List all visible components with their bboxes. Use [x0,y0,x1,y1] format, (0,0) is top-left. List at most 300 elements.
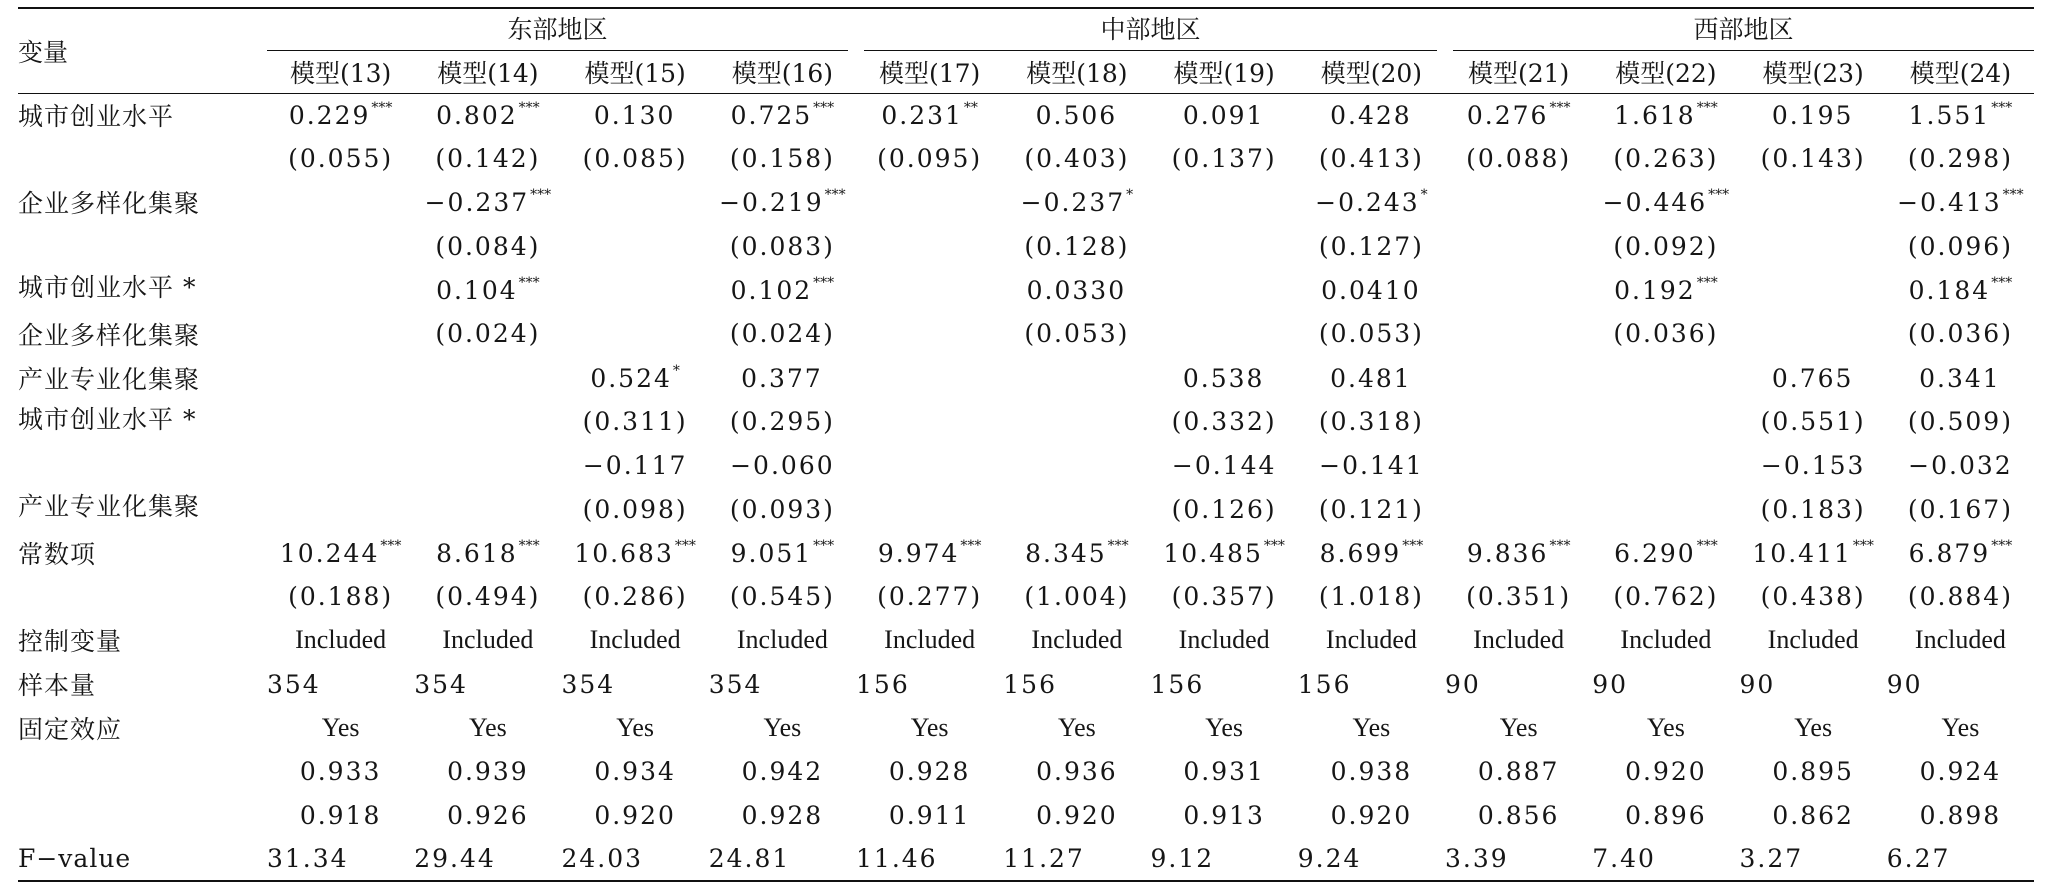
table-cell [1298,662,1445,706]
cell-value: Yes [1941,713,1980,743]
cell-value: −0.032 [1908,450,2013,480]
table-cell [414,93,561,137]
cell-value: 0.0410 [1321,276,1421,306]
row-label: 控制变量 [18,627,123,657]
table-cell [1298,137,1445,181]
cell-value: 0.936 [1036,757,1118,787]
table-cell [856,443,1003,487]
table-cell [267,706,414,750]
cell-value: 0.192 [1614,276,1696,306]
cell-value: 0.942 [741,757,824,787]
significance-stars: *** [2002,187,2024,204]
model-header-23: 模型(23) [1762,59,1864,89]
cell-value: (0.438) [1760,582,1866,612]
table-cell [1151,137,1298,181]
table-cell [1592,181,1739,225]
table-cell [1003,619,1150,663]
cell-value: 0.104 [436,276,518,306]
cell-value: 0.920 [594,801,676,831]
table-row [18,356,2034,400]
table-cell [562,93,709,137]
cell-value: 156 [856,669,910,699]
table-cell [856,487,1003,531]
row-label: 企业多样化集聚 [18,320,201,350]
table-cell [709,224,856,268]
table-cell [1298,356,1445,400]
table-cell [1887,575,2034,619]
cell-value: (0.036) [1613,319,1719,349]
cell-value: (0.545) [729,582,835,612]
cell-value: (0.158) [729,144,835,174]
cell-value: 8.699 [1319,538,1402,568]
table-cell [414,137,561,181]
cell-value: 6.879 [1908,538,1991,568]
table-cell [562,443,709,487]
cell-value: Included [295,625,387,655]
cell-value: 0.229 [288,101,371,131]
cell-value: (0.088) [1466,144,1572,174]
table-cell [709,531,856,575]
cell-value: 0.862 [1772,801,1854,831]
table-row [18,400,2034,444]
cell-value: −0.141 [1319,450,1424,480]
table-cell [709,750,856,794]
significance-stars: *** [1263,537,1285,554]
group-label-east: 东部地区 [267,10,848,51]
table-cell [709,619,856,663]
table-cell [1003,443,1150,487]
significance-stars: *** [960,537,982,554]
table-cell [414,400,561,444]
table-cell [1740,137,1887,181]
table-cell [1151,531,1298,575]
table-cell [562,750,709,794]
table-cell [562,838,709,882]
table-cell [267,224,414,268]
significance-stars: *** [530,187,552,204]
significance-stars: ** [963,100,978,117]
cell-value: (0.085) [582,144,688,174]
table-cell [1003,224,1150,268]
model-header-15: 模型(15) [584,59,686,89]
cell-value: 0.102 [730,276,813,306]
table-cell [562,312,709,356]
table-cell [856,224,1003,268]
cell-value: 0.913 [1183,801,1265,831]
table-row [18,838,2034,882]
significance-stars: *** [1107,537,1129,554]
table-cell [1887,706,2034,750]
significance-stars: *** [1991,100,2013,117]
table-cell [1298,619,1445,663]
table-cell [1445,400,1592,444]
table-cell [562,268,709,312]
cell-value: (0.188) [288,582,394,612]
cell-value: 11.27 [1003,844,1085,874]
table-row [18,181,2034,225]
table-cell [709,93,856,137]
model-header-22: 模型(22) [1615,59,1717,89]
cell-value: Included [442,625,534,655]
significance-stars: * [1126,187,1134,204]
cell-value: Included [1767,625,1859,655]
cell-value: 0.195 [1771,101,1854,131]
cell-value: (0.143) [1760,144,1866,174]
table-cell [1445,268,1592,312]
cell-value: 0.0330 [1026,276,1127,306]
cell-value: 0.911 [888,801,971,831]
cell-value: Included [1473,625,1565,655]
cell-value: 90 [1592,669,1629,699]
cell-value: 0.341 [1919,363,2001,393]
table-cell [414,531,561,575]
cell-value: Included [736,625,828,655]
table-cell [1740,312,1887,356]
table-cell [1445,662,1592,706]
cell-value: Yes [910,713,949,743]
cell-value: 0.895 [1772,757,1854,787]
significance-stars: *** [1549,537,1571,554]
table-cell [709,794,856,838]
cell-value: 90 [1445,669,1481,699]
table-cell [1298,181,1445,225]
table-cell [1887,312,2034,356]
table-cell [1887,794,2034,838]
cell-value: 9.12 [1150,844,1215,874]
table-cell [414,750,561,794]
row-label [18,794,267,838]
table-cell [1887,838,2034,882]
table-cell [414,181,561,225]
table-cell [562,400,709,444]
cell-value: (0.083) [729,231,835,261]
significance-stars: *** [518,100,540,117]
table-cell [1592,268,1739,312]
cell-value: Included [589,625,681,655]
table-cell [1887,181,2034,225]
table-cell [1887,137,2034,181]
significance-stars: *** [674,537,696,554]
model-header-14: 模型(14) [437,59,539,89]
cell-value: 24.03 [561,844,644,874]
table-row [18,794,2034,838]
table-cell [1592,619,1739,663]
table-cell [1298,312,1445,356]
table-cell [1445,137,1592,181]
table-cell [1592,750,1739,794]
table-row [18,443,2034,487]
cell-value: 3.27 [1739,844,1804,874]
cell-value: 10.411 [1752,538,1852,568]
significance-stars: *** [1696,275,1718,292]
cell-value: 8.345 [1025,538,1107,568]
table-cell [267,443,414,487]
table-cell [562,181,709,225]
significance-stars: *** [380,537,402,554]
cell-value: (0.332) [1171,406,1277,436]
cell-value: 6.290 [1614,538,1696,568]
table-cell [709,662,856,706]
table-cell [562,137,709,181]
table-cell [267,531,414,575]
cell-value: (0.036) [1907,319,2013,349]
cell-value: −0.117 [582,450,688,480]
table-cell [1003,794,1150,838]
table-cell [1887,93,2034,137]
table-cell [1740,619,1887,663]
cell-value: 354 [708,669,763,699]
table-cell [1151,619,1298,663]
table-cell [1740,181,1887,225]
significance-stars: *** [371,100,393,117]
model-header-13: 模型(13) [289,59,392,89]
model-header-row [18,52,2034,93]
cell-value: 354 [414,669,468,699]
table-cell [1887,487,2034,531]
table-cell [1740,443,1887,487]
table-row [18,93,2034,137]
cell-value: (1.018) [1318,582,1424,612]
table-body [18,93,2034,881]
table-cell [709,443,856,487]
row-label [18,575,267,619]
cell-value: (0.351) [1466,582,1572,612]
cell-value: 0.276 [1466,101,1549,131]
table-cell [414,356,561,400]
table-cell [1298,443,1445,487]
row-label: 产业专业化集聚 [18,364,201,394]
table-cell [267,575,414,619]
cell-value: (0.024) [729,319,835,349]
cell-value: (0.509) [1907,406,2013,436]
cell-value: Yes [1205,713,1244,743]
table-cell [1151,93,1298,137]
cell-value: (0.762) [1613,582,1719,612]
table-cell [1887,750,2034,794]
table-cell [562,706,709,750]
significance-stars: *** [518,275,540,292]
table-cell [1151,181,1298,225]
table-cell [414,443,561,487]
table-cell [1298,224,1445,268]
significance-stars: *** [1402,537,1424,554]
table-cell [267,838,414,882]
cell-value: Yes [1499,713,1538,743]
cell-value: (0.167) [1907,494,2013,524]
table-cell [709,181,856,225]
table-cell [1592,137,1739,181]
cell-value: (0.055) [288,144,394,174]
table-row [18,575,2034,619]
table-cell [1003,487,1150,531]
cell-value: 9.051 [730,538,813,568]
cell-value: 156 [1150,669,1205,699]
cell-value: (0.183) [1760,494,1866,524]
cell-value: (0.318) [1318,406,1424,436]
table-cell [856,794,1003,838]
table-cell [856,531,1003,575]
table-cell [414,268,561,312]
cell-value: (0.494) [435,582,541,612]
table-cell [1740,750,1887,794]
table-cell [1298,531,1445,575]
table-cell [1740,356,1887,400]
table-cell [414,575,561,619]
group-header-west [1445,8,2034,52]
table-cell [1445,838,1592,882]
row-label: 固定效应 [18,715,123,745]
table-cell [1592,356,1739,400]
significance-stars: * [1420,187,1428,204]
model-header-16: 模型(16) [731,59,834,89]
significance-stars: *** [824,187,846,204]
cell-value: −0.243 [1315,188,1420,218]
cell-value: 0.931 [1183,757,1265,787]
table-cell [1445,181,1592,225]
table-cell [1740,794,1887,838]
table-cell [562,794,709,838]
cell-value: 0.928 [888,757,971,787]
group-label-west: 西部地区 [1453,10,2034,51]
table-cell [709,838,856,882]
table-cell [1592,794,1739,838]
table-cell [1740,93,1887,137]
table-cell [1887,662,2034,706]
cell-value: Yes [321,713,360,743]
table-cell [1592,662,1739,706]
table-cell [856,181,1003,225]
table-cell [1298,93,1445,137]
table-cell [414,794,561,838]
table-cell [267,137,414,181]
significance-stars: *** [518,537,540,554]
table-cell [1740,838,1887,882]
cell-value: 0.934 [594,757,676,787]
table-row [18,619,2034,663]
model-header-17: 模型(17) [878,59,981,89]
table-cell [562,531,709,575]
cell-value: Included [1178,625,1270,655]
table-row [18,750,2034,794]
cell-value: 0.802 [436,101,518,131]
table-cell [1445,224,1592,268]
table-cell [856,662,1003,706]
table-cell [1298,794,1445,838]
row-label [18,750,267,794]
cell-value: Yes [616,713,655,743]
table-cell [267,93,414,137]
group-label-central: 中部地区 [864,10,1437,51]
table-cell [1298,400,1445,444]
table-cell [1151,750,1298,794]
cell-value: (0.053) [1318,319,1424,349]
cell-value: 156 [1003,669,1057,699]
table-cell [1592,487,1739,531]
table-cell [1003,312,1150,356]
table-cell [1298,268,1445,312]
table-cell [267,400,414,444]
table-cell [1740,268,1887,312]
group-header-east [267,8,856,52]
significance-stars: *** [1991,275,2013,292]
table-cell [1003,531,1150,575]
table-cell [1151,224,1298,268]
table-cell [1003,706,1150,750]
cell-value: 29.44 [414,844,496,874]
table-row [18,137,2034,181]
cell-value: 9.836 [1466,538,1549,568]
cell-value: 10.485 [1163,538,1263,568]
cell-value: Yes [1646,713,1685,743]
cell-value: Included [1620,625,1712,655]
cell-value: Included [884,625,976,655]
table-cell [1592,224,1739,268]
row-label [18,224,267,268]
table-cell [1151,838,1298,882]
table-cell [1003,750,1150,794]
cell-value: 9.974 [877,538,960,568]
table-cell [267,750,414,794]
table-cell [1592,400,1739,444]
table-row [18,312,2034,356]
cell-value: 0.130 [593,101,676,131]
cell-value: Yes [1794,713,1833,743]
table-cell [562,487,709,531]
table-cell [1740,487,1887,531]
table-cell [1887,400,2034,444]
cell-value: 10.244 [279,538,380,568]
significance-stars: *** [1696,100,1718,117]
cell-value: 3.39 [1445,844,1509,874]
cell-value: 0.184 [1908,276,1991,306]
table-cell [1151,268,1298,312]
table-cell [856,137,1003,181]
cell-value: −0.219 [719,188,824,218]
model-header-18: 模型(18) [1026,59,1128,89]
row-label [18,443,267,487]
significance-stars: *** [1852,537,1874,554]
table-cell [856,619,1003,663]
table-cell [1298,575,1445,619]
table-cell [1151,443,1298,487]
cell-value: 156 [1297,669,1352,699]
cell-value: (0.096) [1907,231,2013,261]
cell-value: 0.377 [741,363,823,393]
cell-value: −0.153 [1760,450,1866,480]
table-cell [1151,487,1298,531]
significance-stars: *** [1696,537,1718,554]
cell-value: (0.403) [1024,144,1130,174]
cell-value: (0.263) [1613,144,1719,174]
cell-value: 0.506 [1035,101,1118,131]
cell-value: (0.286) [582,582,688,612]
table-cell [1003,137,1150,181]
table-cell [1740,662,1887,706]
table-cell [1887,443,2034,487]
table-cell [709,575,856,619]
cell-value: −0.237 [424,188,530,218]
row-label: 城市创业水平 * [18,273,197,303]
variable-header: 变量 [18,8,267,93]
cell-value: (0.298) [1907,144,2013,174]
significance-stars: * [672,362,680,379]
table-row [18,268,2034,312]
table-cell [1445,575,1592,619]
model-header-19: 模型(19) [1173,59,1275,89]
table-cell [267,662,414,706]
table-cell [1151,706,1298,750]
cell-value: 0.918 [299,801,382,831]
